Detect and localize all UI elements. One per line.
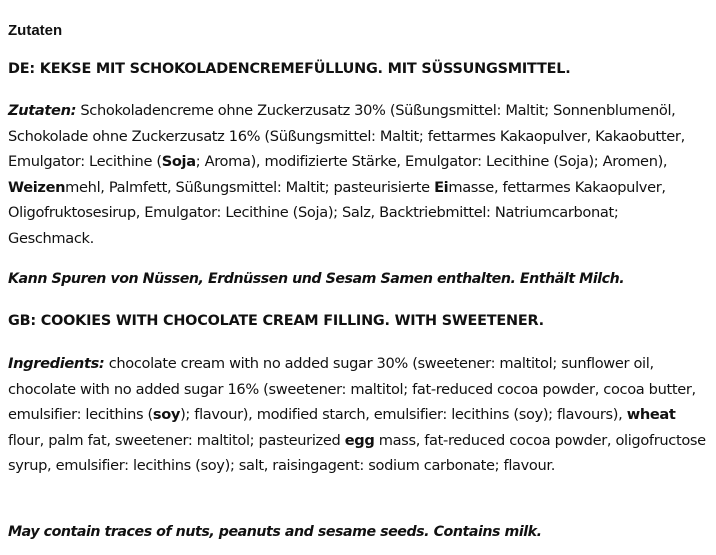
de-allergen-weizen: Weizen bbox=[8, 178, 66, 196]
de-text-2: ; Aroma), modifizierte Stärke, Emulgator: Lecithine (Soja); Aromen), bbox=[195, 153, 668, 171]
gb-ingredients bbox=[8, 351, 708, 479]
de-allergen-soja: Soja bbox=[161, 153, 196, 171]
de-ingredients-label: Zutaten: bbox=[8, 102, 77, 119]
page-heading: Zutaten bbox=[8, 22, 63, 39]
gb-title: GB: COOKIES WITH CHOCOLATE CREAM FILLING. WITH SWEETENER. bbox=[8, 313, 544, 329]
gb-text-2: ); flavour), modified starch, emulsifier: lecithins (soy); flavours), bbox=[180, 406, 627, 424]
gb-allergen-wheat: wheat bbox=[626, 406, 676, 424]
gb-allergen-soy: soy bbox=[152, 406, 181, 424]
de-allergy-note: Kann Spuren von Nüssen, Erdnüssen und Sesam Samen enthalten. Enthält Milch. bbox=[8, 271, 625, 287]
gb-text-1: chocolate cream with no added sugar 30% (sweetener: maltitol; sunflower oil, chocolate with no added sugar 16% (sweetener: maltitol; fat-reduced cocoa powder, cocoa butter, emulsifier: lecithins ( bbox=[8, 355, 696, 424]
de-title: DE: KEKSE MIT SCHOKOLADENCREMEFÜLLUNG. MIT SÜSSUNGSMITTEL. bbox=[8, 61, 571, 77]
gb-allergen-egg: egg bbox=[344, 431, 375, 449]
de-allergen-ei: Ei bbox=[434, 178, 449, 196]
gb-text-3: flour, palm fat, sweetener: maltitol; pasteurized bbox=[8, 431, 345, 449]
de-text-4: masse, fettarmes Kakaopulver, Oligofruktosesirup, Emulgator: Lecithine (Soja); Salz, Backtriebmittel: Natriumcarbonat; Geschmack. bbox=[8, 178, 666, 247]
gb-ingredients-label: Ingredients: bbox=[8, 355, 105, 372]
gb-text-4: mass, fat-reduced cocoa powder, oligofructose syrup, emulsifier: lecithins (soy); salt, raisingagent: sodium carbonate; flavour. bbox=[8, 431, 706, 475]
de-ingredients bbox=[8, 98, 708, 252]
gb-allergy-note: May contain traces of nuts, peanuts and sesame seeds. Contains milk. bbox=[8, 524, 542, 540]
de-text-1: Schokoladencreme ohne Zuckerzusatz 30% (Süßungsmittel: Maltit; Sonnenblumenöl, Schokolade ohne Zuckerzusatz 16% (Süßungsmittel: Maltit; fettarmes Kakaopulver, Kakaobutter, Emulgator: Lecithine ( bbox=[8, 102, 685, 171]
de-text-3: mehl, Palmfett, Süßungsmittel: Maltit; pasteurisierte bbox=[65, 178, 435, 196]
